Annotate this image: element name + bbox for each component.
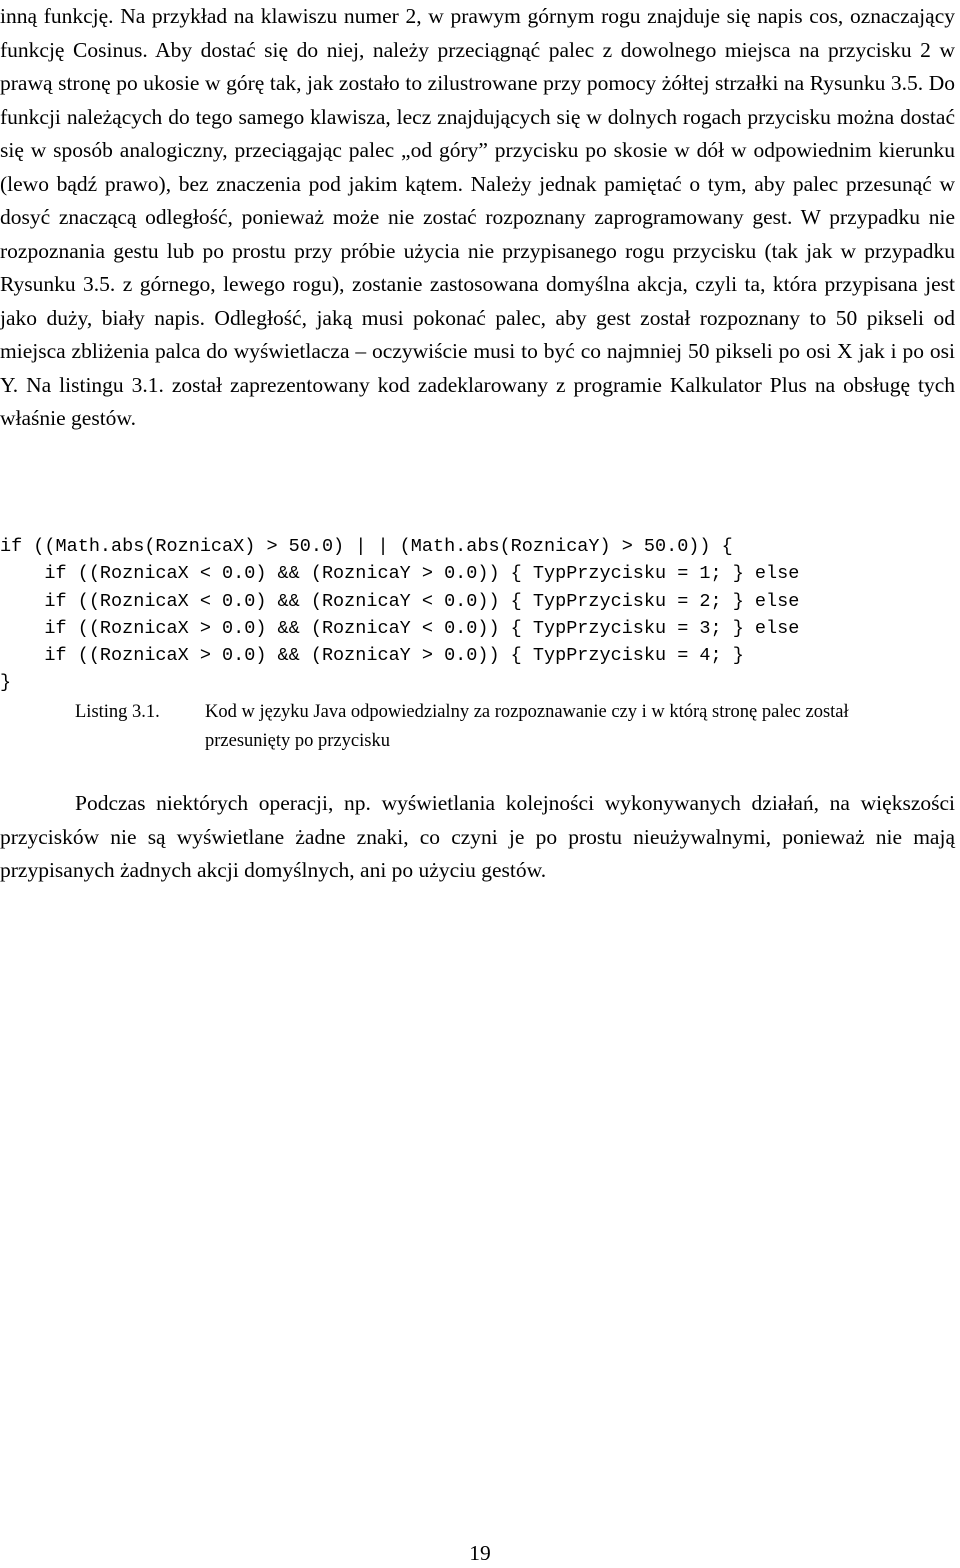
code-line: if ((RoznicaX < 0.0) && (RoznicaY < 0.0)) { TypPrzycisku = 2; } else bbox=[0, 590, 800, 612]
code-line: if ((RoznicaX > 0.0) && (RoznicaY < 0.0)) { TypPrzycisku = 3; } else bbox=[0, 617, 800, 639]
listing-caption: Kod w języku Java odpowiedzialny za rozpoznawanie czy i w którą stronę palec został przesunięty po przycisku bbox=[205, 702, 849, 751]
code-line: if ((RoznicaX > 0.0) && (RoznicaY > 0.0)) { TypPrzycisku = 4; } bbox=[0, 645, 744, 667]
code-line: if ((RoznicaX < 0.0) && (RoznicaY > 0.0)) { TypPrzycisku = 1; } else bbox=[0, 563, 800, 585]
listing-label: Listing 3.1. bbox=[75, 702, 160, 722]
code-line: } bbox=[0, 672, 12, 694]
code-line: if ((Math.abs(RoznicaX) > 50.0) | | (Math.abs(RoznicaY) > 50.0)) { bbox=[0, 536, 733, 557]
code-listing bbox=[0, 533, 799, 697]
body-paragraph: Podczas niektórych operacji, np. wyświetlania kolejności wykonywanych działań, na większości przycisków nie są wyświetlane żadne znaki, co czyni je po prostu nieużywalnymi, ponieważ nie mają przypisanych żadnych akcji domyślnych, ani po użyciu gestów. bbox=[0, 791, 955, 882]
page-number: 19 bbox=[469, 1541, 491, 1565]
body-paragraph: inną funkcję. Na przykład na klawiszu numer 2, w prawym górnym rogu znajduje się napis cos, oznaczający funkcję Cosinus. Aby dostać się do niej, należy przeciągnąć palec z dowolnego miejsca na przycisku 2 w prawą stronę po ukosie w górę tak, jak zostało to zilustrowane przy pomocy żółtej strzałki na Rysunku 3.5. Do funkcji należących do tego samego klawisza, lecz znajdujących się w dolnych rogach przycisku można dostać się w sposób analogiczny, przeciągając palec „od góry” przycisku po skosie w dół w odpowiednim kierunku (lewo bądź prawo), bez znaczenia pod jakim kątem. Należy jednak pamiętać o tym, aby palec przesunąć w dosyć znaczącą odległość, ponieważ może nie zostać rozpoznany zaprogramowany gest. W przypadku nie rozpoznania gestu lub po prostu przy próbie użycia nie przypisanego rogu przycisku (tak jak w przypadku Rysunku 3.5. z górnego, lewego rogu), zostanie zastosowana domyślna akcja, czyli ta, która przypisana jest jako duży, biały napis. Odległość, jaką musi pokonać palec, aby gest został rozpoznany to 50 pikseli od miejsca zbliżenia palca do wyświetlacza – oczywiście musi to być co najmniej 50 pikseli po osi X jak i po osi Y. Na listingu 3.1. został zaprezentowany kod zadeklarowany z programie Kalkulator Plus na obsługę tych właśnie gestów. bbox=[0, 4, 955, 430]
